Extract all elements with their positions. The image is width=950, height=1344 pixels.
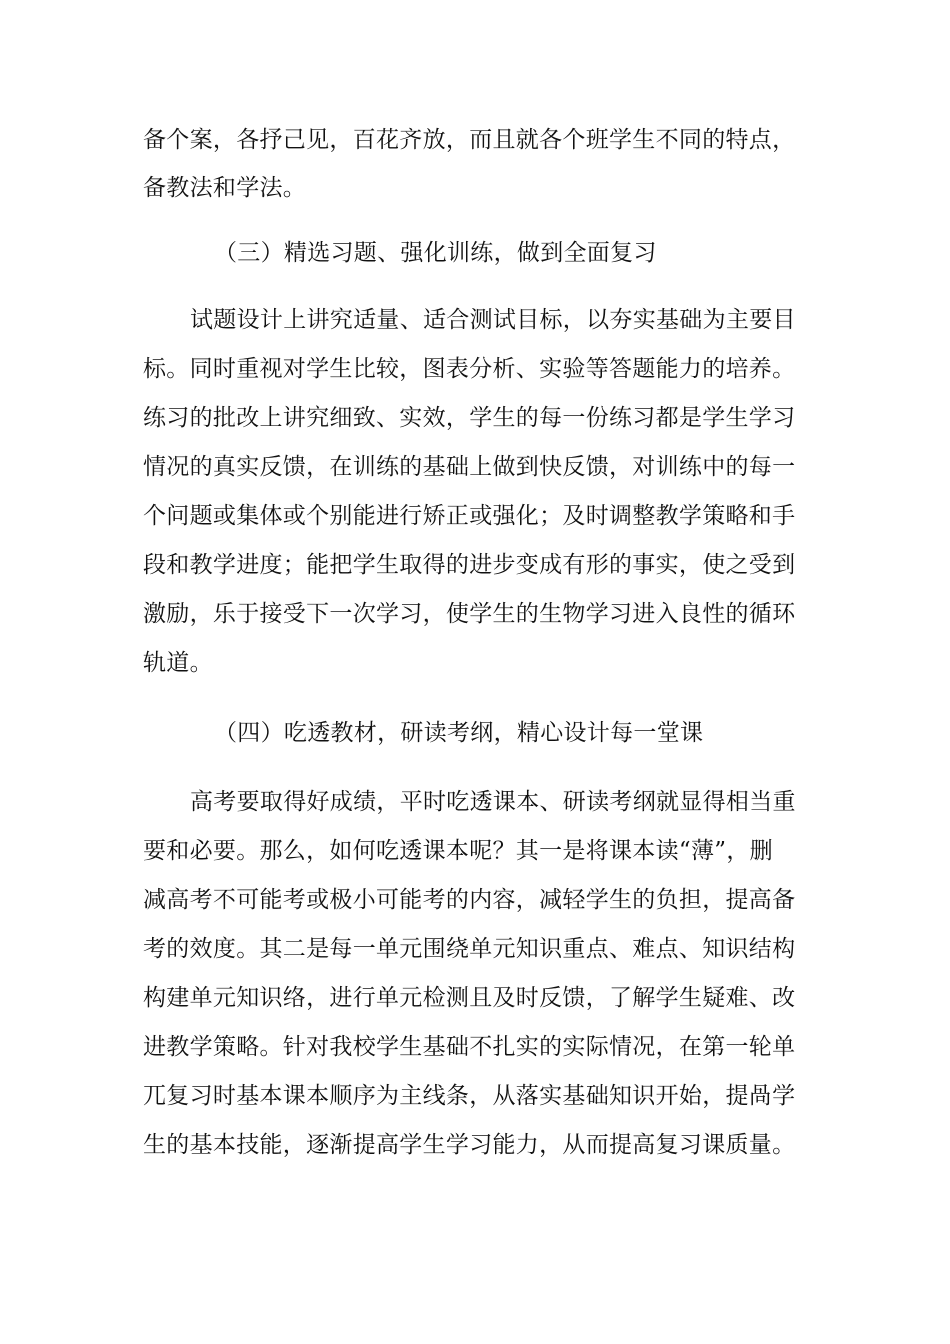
paragraph-3-line-5: 构建单元知识络，进行单元检测且及时反馈，了解学生疑难、改: [143, 985, 796, 1011]
paragraph-3-line-4: 考的效度。其二是每一单元围绕单元知识重点、难点、知识结构: [143, 936, 796, 962]
paragraph-3-line-8: 生的基本技能，逐渐提高学生学习能力，从而提高复习课质量。: [143, 1132, 796, 1158]
paragraph-3-line-6: 进教学策略。针对我校学生基础不扎实的实际情况，在第一轮单: [143, 1034, 796, 1060]
paragraph-2-line-1: 试题设计上讲究适量、适合测试目标，以夯实基础为主要目: [190, 307, 796, 333]
paragraph-3-line-2: 要和必要。那么，如何吃透课本呢？其一是将课本读“薄”，删: [143, 838, 773, 864]
paragraph-2-line-3: 练习的批改上讲究细致、实效，学生的每一份练习都是学生学习: [143, 405, 796, 431]
section-heading-3: （三）精选习题、强化训练，做到全面复习: [214, 240, 657, 266]
paragraph-3-line-7: 兀复习时基本课本顺序为主线条，从落实基础知识开始，提咼学: [143, 1083, 796, 1109]
paragraph-2-line-6: 段和教学进度；能把学生取得的进步变成有形的事实，使之受到: [143, 552, 796, 578]
paragraph-1-line-1: 备个案，各抒己见，百花齐放，而且就各个班学生不同的特点，: [143, 127, 796, 153]
paragraph-1-line-2: 备教法和学法。: [143, 175, 307, 201]
paragraph-2-line-5: 个问题或集体或个别能进行矫正或强化；及时调整教学策略和手: [143, 503, 796, 529]
section-heading-4: （四）吃透教材，研读考纲，精心设计每一堂课: [214, 720, 704, 746]
paragraph-2-line-4: 情况的真实反馈，在训练的基础上做到快反馈，对训练中的每一: [143, 454, 796, 480]
paragraph-2-line-2: 标。同时重视对学生比较，图表分析、实验等答题能力的培养。: [143, 356, 796, 382]
paragraph-3-line-1: 高考要取得好成绩，平时吃透课本、研读考纲就显得相当重: [190, 789, 796, 815]
paragraph-3-line-3: 减高考不可能考或极小可能考的内容，减轻学生的负担，提高备: [143, 887, 796, 913]
paragraph-2-line-8: 轨道。: [143, 650, 213, 676]
paragraph-2-line-7: 激励，乐于接受下一次学习，使学生的生物学习进入良性的循环: [143, 601, 796, 627]
